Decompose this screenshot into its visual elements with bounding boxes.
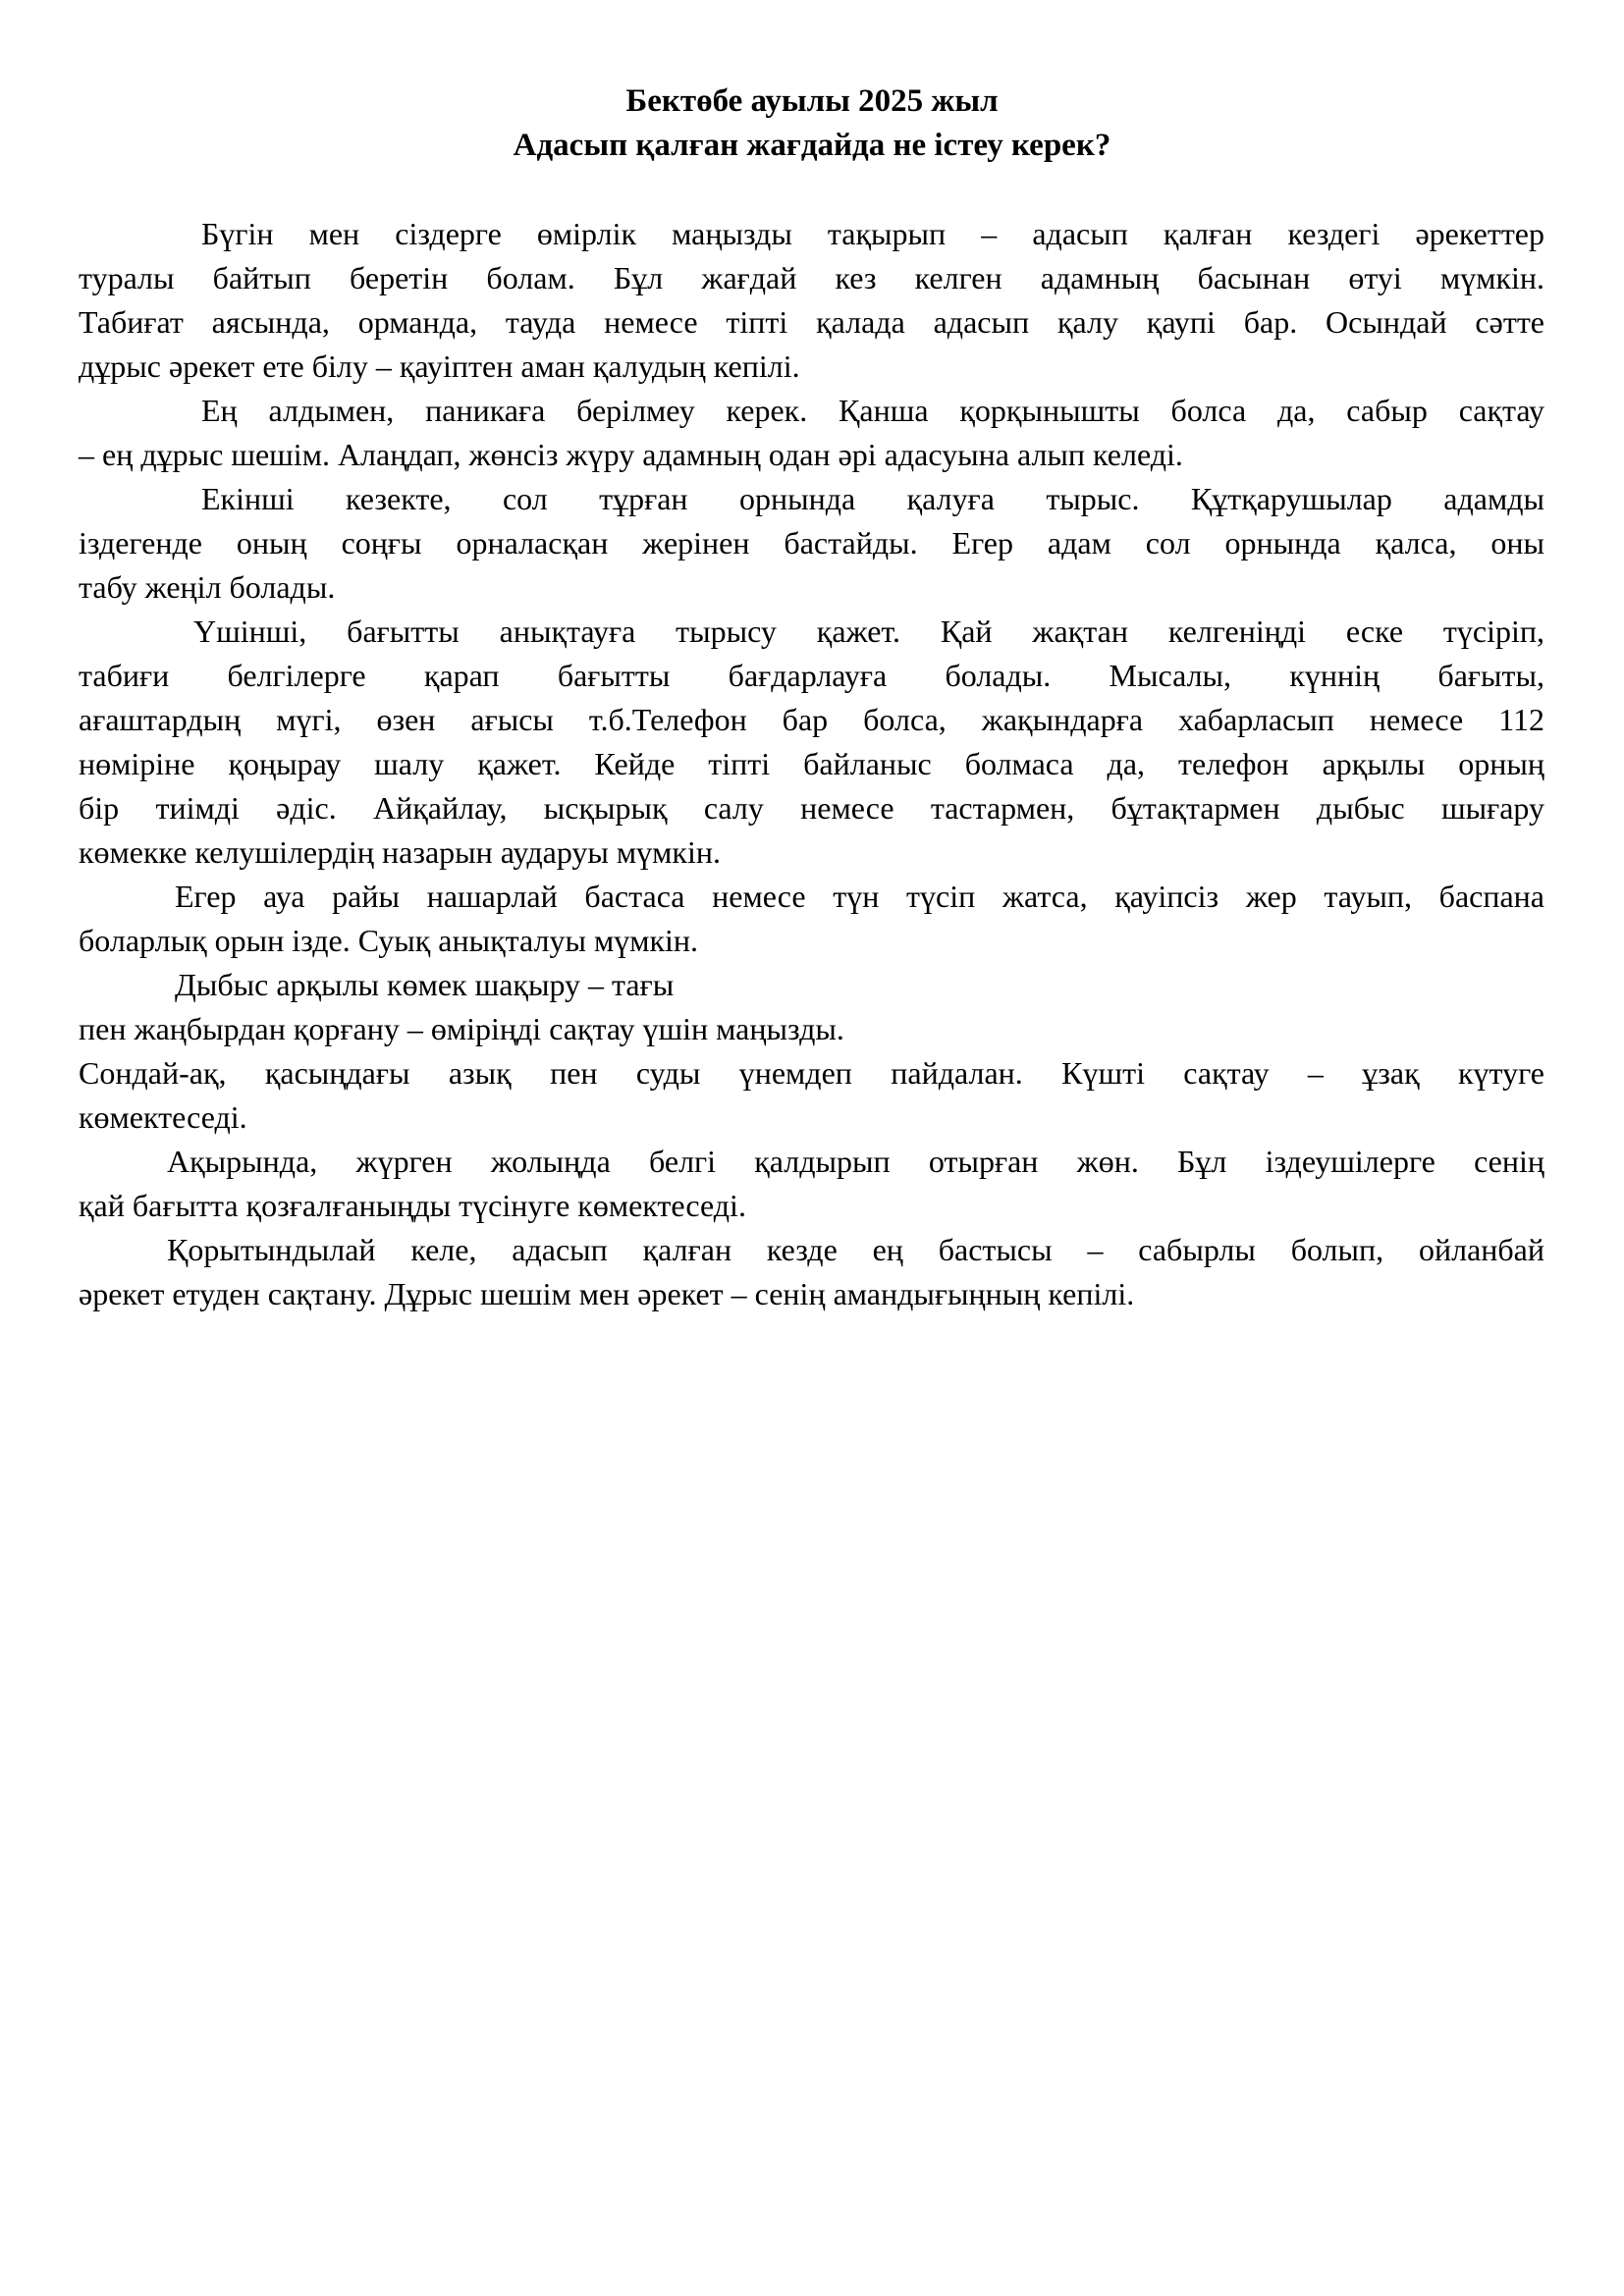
text-line: – ең дұрыс шешім. Алаңдап, жөнсіз жүру адамның одан әрі адасуына алып келеді. — [79, 437, 1183, 472]
text-line: Қорытындылай келе, адасып қалған кезде ең бастысы – сабырлы болып, ойланбай — [167, 1232, 1544, 1267]
text-line: көмектеседі. — [79, 1099, 247, 1135]
text-line: Ең алдымен, паникаға берілмеу керек. Қанша қорқынышты болса да, сабыр сақтау — [201, 393, 1544, 428]
text-line: Дыбыс арқылы көмек шақыру – тағы — [175, 967, 675, 1002]
text-line: боларлық орын ізде. Суық анықталуы мүмкін. — [79, 923, 699, 958]
text-line: табиғи белгілерге қарап бағытты бағдарлауға болады. Мысалы, күннің бағыты, — [79, 658, 1544, 693]
text-line: Бүгін мен сіздерге өмірлік маңызды тақырып – адасып қалған кездегі әрекеттер — [201, 216, 1544, 251]
text-line: Егер ауа райы нашарлай бастаса немесе түн түсіп жатса, қауіпсіз жер тауып, баспана — [175, 879, 1544, 914]
text-line: туралы байтып беретін болам. Бұл жағдай кез келген адамның басынан өтуі мүмкін. — [79, 260, 1544, 295]
text-line: нөміріне қоңырау шалу қажет. Кейде тіпті байланыс болмаса да, телефон арқылы орның — [79, 746, 1544, 781]
text-line: бір тиімді әдіс. Айқайлау, ысқырық салу немесе тастармен, бұтақтармен дыбыс шығару — [79, 790, 1544, 826]
text-line: Табиғат аясында, орманда, тауда немесе тіпті қалада адасып қалу қаупі бар. Осындай сәтте — [79, 304, 1544, 340]
text-line: іздегенде оның соңғы орналасқан жерінен бастайды. Егер адам сол орнында қалса, оны — [79, 525, 1544, 561]
text-line: Үшінші, бағытты анықтауға тырысу қажет. Қай жақтан келгеніңді еске түсіріп, — [193, 614, 1544, 649]
text-line: пен жаңбырдан қорғану – өміріңді сақтау үшін маңызды. — [79, 1011, 844, 1046]
text-line: әрекет етуден сақтану. Дұрыс шешім мен әрекет – сенің амандығыңның кепілі. — [79, 1276, 1135, 1311]
text-line: ағаштардың мүгі, өзен ағысы т.б.Телефон бар болса, жақындарға хабарласып немесе 112 — [79, 702, 1544, 737]
document-title-line1: Бектөбе ауылы 2025 жыл — [625, 83, 999, 119]
text-line: табу жеңіл болады. — [79, 569, 336, 605]
document-title-line2: Адасып қалған жағдайда не істеу керек? — [513, 128, 1111, 163]
text-line: Екінші кезекте, сол тұрған орнында қалуға тырыс. Құтқарушылар адамды — [201, 481, 1544, 516]
text-line: қай бағытта қозғалғаныңды түсінуге көмектеседі. — [79, 1188, 746, 1223]
text-line: Ақырында, жүрген жолыңда белгі қалдырып отырған жөн. Бұл іздеушілерге сенің — [167, 1144, 1544, 1179]
text-line: көмекке келушілердің назарын аударуы мүмкін. — [79, 834, 721, 870]
text-line: дұрыс әрекет ете білу – қауіптен аман қалудың кепілі. — [79, 348, 800, 384]
text-line: Сондай-ақ, қасыңдағы азық пен суды үнемдеп пайдалан. Күшті сақтау – ұзақ күтуге — [79, 1055, 1544, 1091]
